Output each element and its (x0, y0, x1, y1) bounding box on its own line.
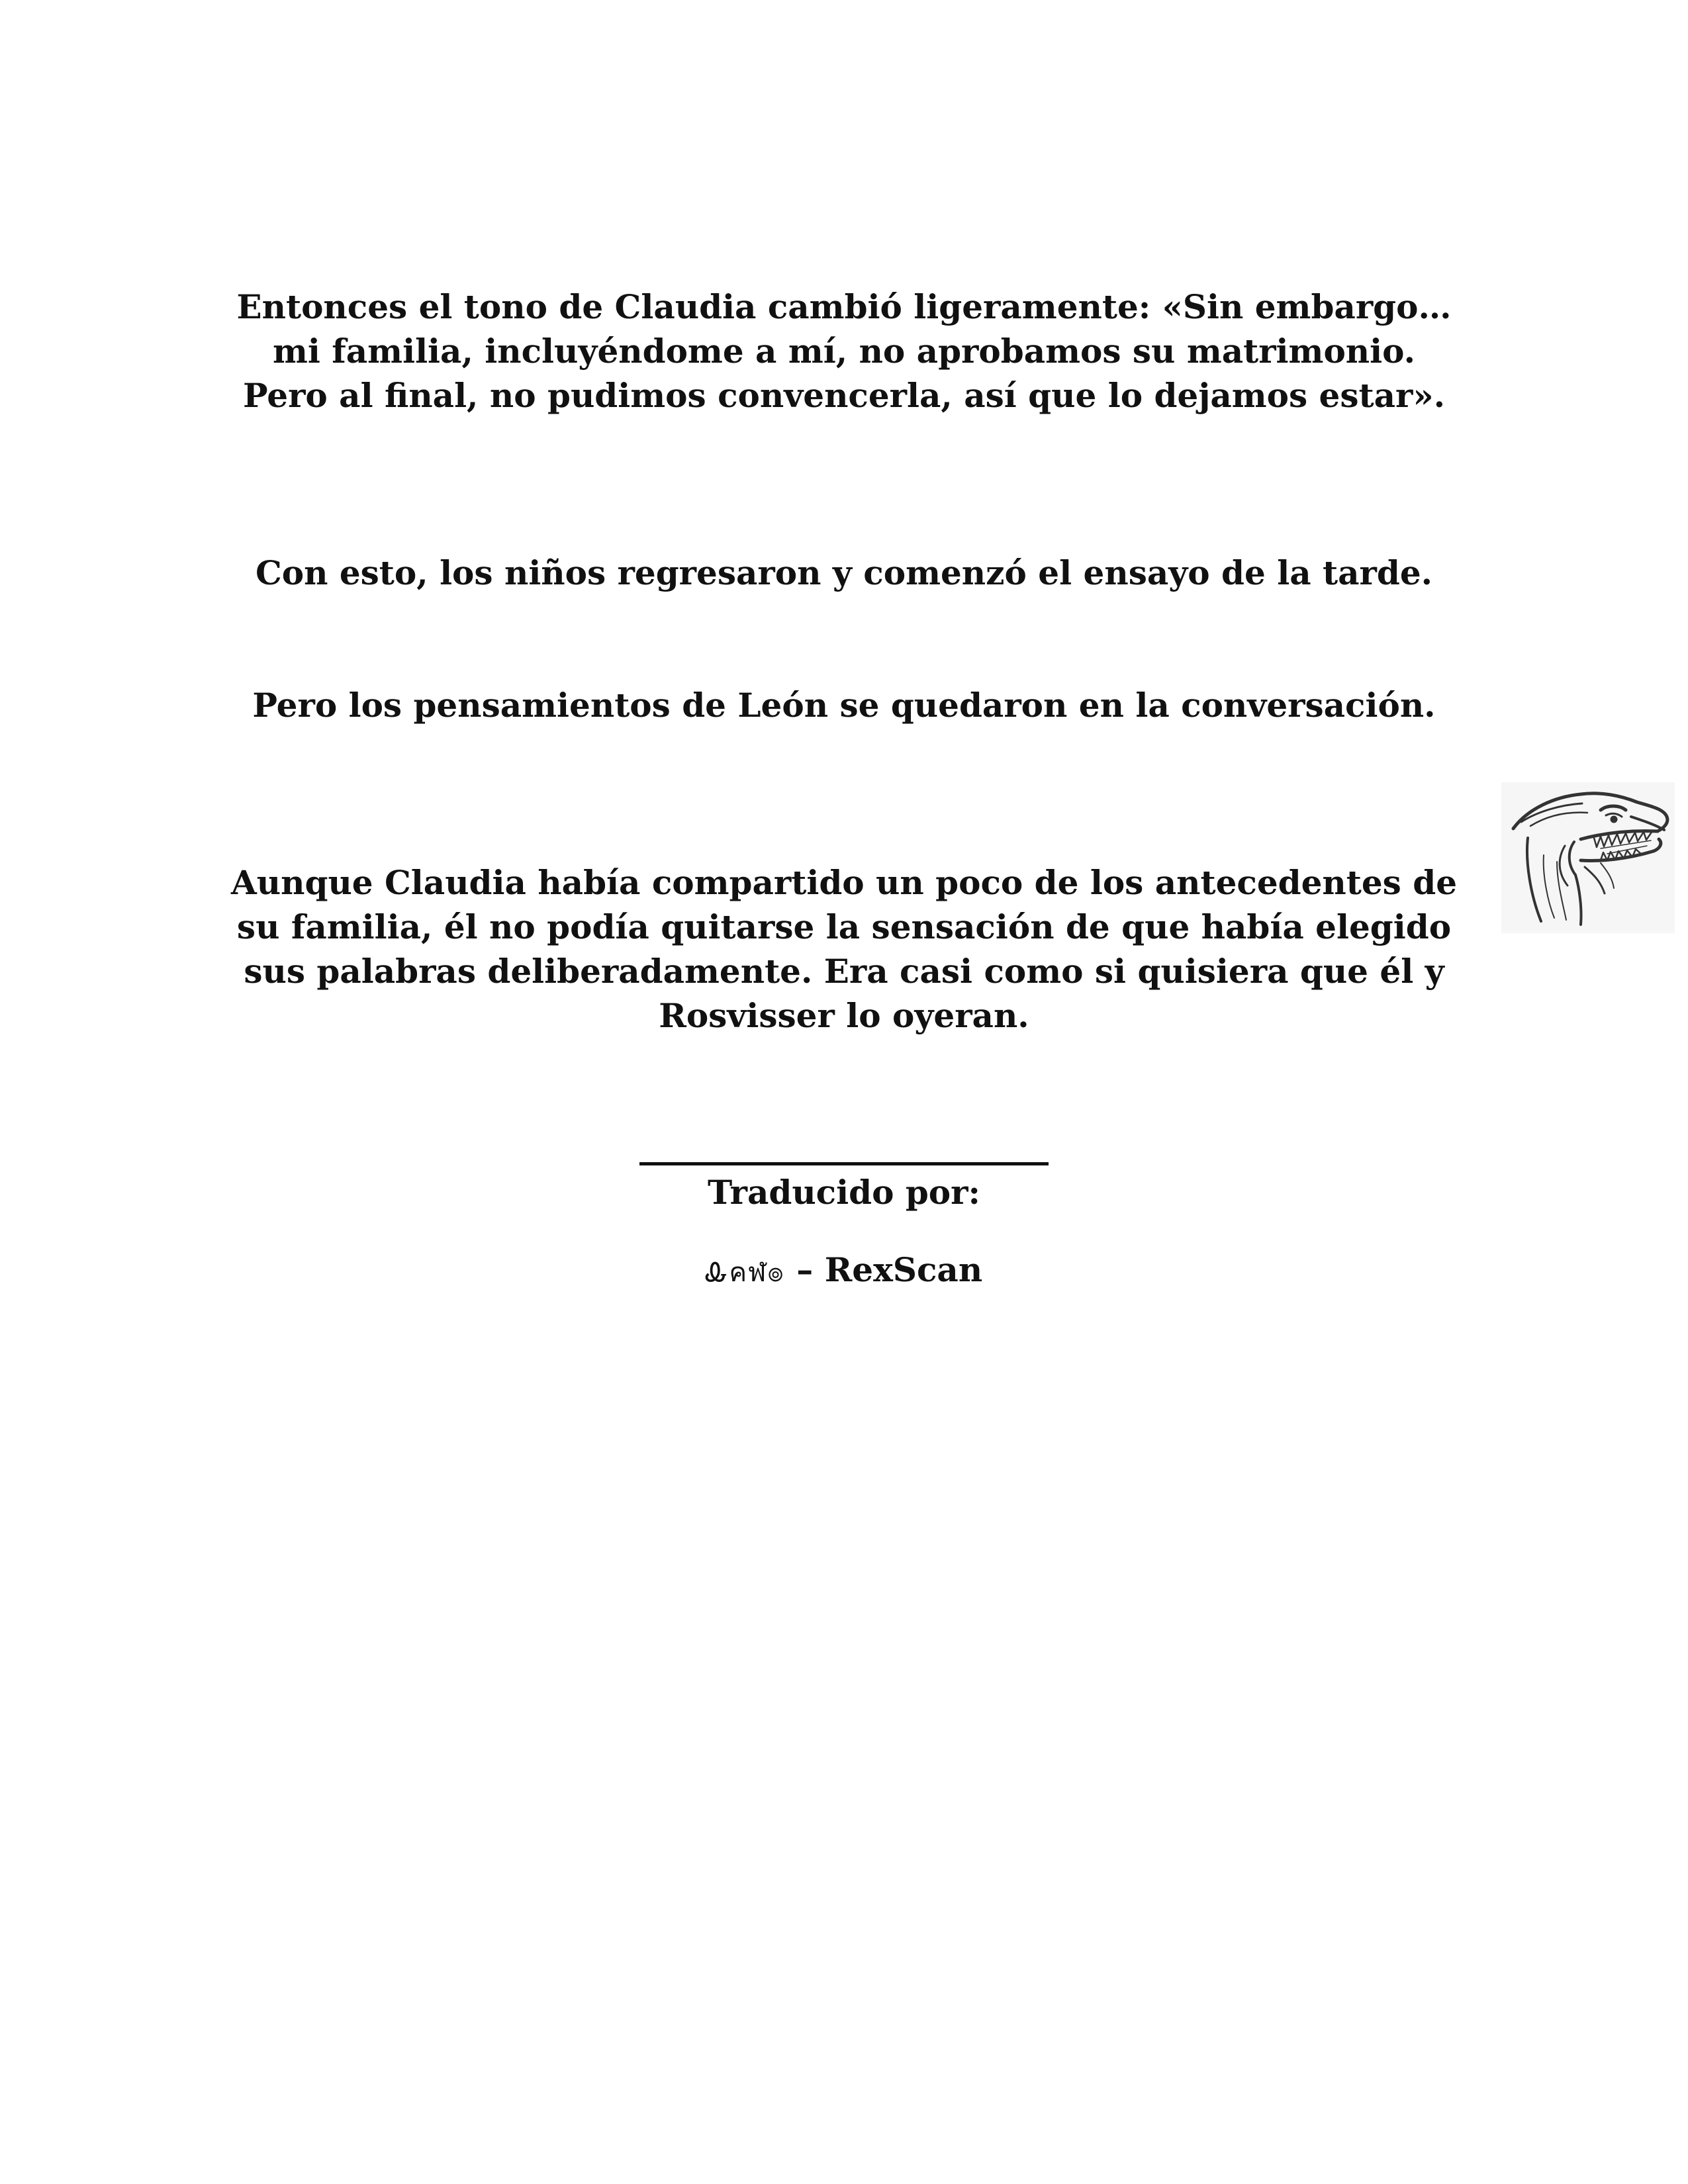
group-name: RexScan (824, 1250, 983, 1289)
paragraph-4: Aunque Claudia había compartido un poco de los antecedentes de su familia, él no podía quitarse la sensación de que había elegido sus palabras deliberadamente. Era casi como si quisiera que él y Rosvisser lo oyeran. (230, 863, 1458, 1035)
credits-line (225, 1248, 1463, 1295)
paragraph-3: Pero los pensamientos de León se quedaron en la conversación. (252, 686, 1436, 725)
t-rex-head-sketch-icon (1501, 782, 1675, 933)
credits-separator: – (784, 1250, 825, 1289)
translator-name: Ꮂคฬ๏ (705, 1257, 785, 1288)
paragraph-1: Entonces el tono de Claudia cambió ligeramente: «Sin embargo… mi familia, incluyéndome a mí, no aprobamos su matrimonio. Pero al final, no pudimos convencerla, así que lo dejamos estar». (236, 287, 1452, 415)
credits-label: Traducido por: (708, 1173, 980, 1212)
paragraph-2: Con esto, los niños regresaron y comenzó el ensayo de la tarde. (255, 553, 1433, 592)
credits-divider (639, 1162, 1049, 1165)
